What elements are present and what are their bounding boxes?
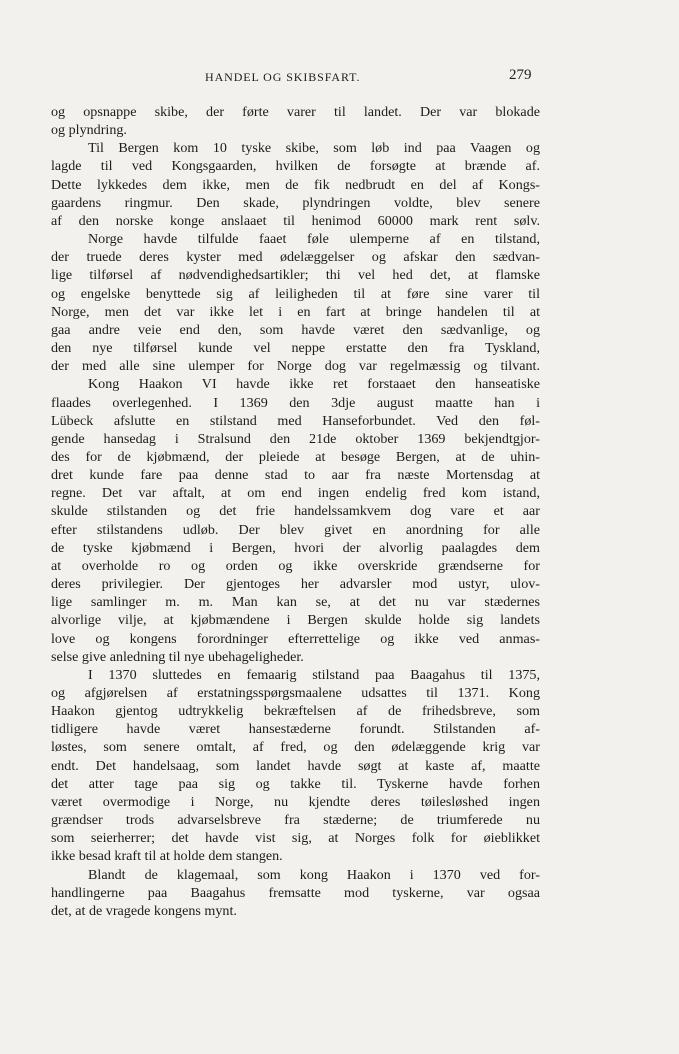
text-line: endt. Det handelsaag, som landet havde søgt at kaste af, maatte — [51, 757, 540, 774]
text-line: Lübeck afslutte en stilstand med Hanseforbundet. Ved den føl- — [51, 412, 540, 429]
text-line: des for de kjøbmænd, der pleiede at besøge Bergen, at de uhin- — [51, 448, 540, 465]
text-line: og plyndring. — [51, 122, 127, 139]
text-line: og afgjørelsen af erstatningsspørgsmaalene udsattes til 1371. Kong — [51, 685, 540, 701]
text-line: løstes, som senere omtalt, af fred, og den ødelæggende krig var — [51, 739, 540, 756]
text-line: tidligere havde været hansestæderne forundt. Stilstanden af- — [51, 721, 540, 738]
paragraph-start-line: Kong Haakon VI havde ikke ret forstaaet den hanseatiske — [88, 376, 540, 393]
text-line: dret kunde fare paa denne stad to aar fra næste Mortensdag at — [51, 467, 540, 484]
text-line: gende hansedag i Stralsund den 21de oktober 1369 bekjendtgjor- — [51, 430, 540, 447]
text-line: efter stilstandens udløb. Der blev givet en anordning for alle — [51, 521, 540, 538]
text-line: og opsnappe skibe, der førte varer til landet. Der var blokade — [51, 104, 540, 120]
text-line: der med alle sine ulemper for Norge dog var regelmæssig og tilvant. — [51, 358, 540, 375]
text-line: det, at de vragede kongens mynt. — [51, 902, 237, 919]
text-line: ikke besad kraft til at holde dem stangen. — [51, 848, 283, 865]
text-line: den nye tilførsel kunde vel neppe erstatte den fra Tyskland, — [51, 340, 540, 357]
text-line: flaades overlegenhed. I 1369 den 3dje august maatte han i — [51, 394, 540, 411]
text-line: de tyske kjøbmænd i Bergen, hvori der alvorlig paalagdes dem — [51, 539, 540, 556]
text-line: af den norske konge anslaaet til henimod 60000 mark rent sølv. — [51, 212, 540, 229]
text-line: grændser trods advarselsbreve fra stæderne; de triumferede nu — [51, 812, 540, 829]
paragraph-start-line: Til Bergen kom 10 tyske skibe, som løb ind paa Vaagen og — [88, 140, 540, 157]
text-line: som seierherrer; det havde vist sig, at Norges folk for øieblikket — [51, 830, 540, 847]
page-number: 279 — [509, 67, 532, 83]
text-line: været overmodige i Norge, nu kjendte deres tøilesløshed ingen — [51, 793, 540, 810]
text-line: Norge, men det var ikke let i en fart at bringe handelen til at — [51, 303, 540, 320]
text-line: alvorlige vilje, at kjøbmændene i Bergen skulde holde sig landets — [51, 612, 540, 629]
text-line: lige samlinger m. m. Man kan se, at det nu var stædernes — [51, 594, 540, 611]
text-line: der truede deres kyster med ødelæggelser og afskar den sædvan- — [51, 249, 540, 266]
text-line: lagde til ved Kongsgaarden, hvilken de forsøgte at brænde af. — [51, 158, 540, 175]
text-line: skulde stilstanden og det frie handelssamkvem dog vare et aar — [51, 503, 540, 520]
text-line: og engelske benyttede sig af leiligheden til at føre sine varer til — [51, 285, 540, 302]
text-line: regne. Det var aftalt, at om end ingen endelig fred kom istand, — [51, 485, 540, 502]
text-line: handlingerne paa Baagahus fremsatte mod tyskerne, var ogsaa — [51, 884, 540, 901]
text-line: love og kongens forordninger efterrettelige og ikke ved anmas- — [51, 630, 540, 647]
body-text — [51, 103, 540, 920]
text-line: Dette lykkedes dem ikke, men de fik nedbrudt en del af Kongs- — [51, 176, 540, 193]
text-line: lige tilførsel af nødvendighedsartikler; thi vel hed det, at flamske — [51, 267, 540, 284]
running-title: HANDEL OG SKIBSFART. — [205, 70, 361, 84]
text-line: at overholde ro og orden og ikke overskride grændserne for — [51, 557, 540, 574]
text-line: selse give anledning til nye ubehageligheder. — [51, 648, 304, 665]
paragraph-start-line: I 1370 sluttedes en femaarig stilstand paa Baagahus til 1375, — [88, 666, 540, 683]
text-line: det atter tage paa sig og takke til. Tyskerne havde forhen — [51, 775, 540, 792]
text-line: gaa andre veie end den, som havde været den sædvanlige, og — [51, 321, 540, 338]
text-line: Haakon gjentog udtrykkelig bekræftelsen af de frihedsbreve, som — [51, 703, 540, 720]
paragraph-start-line: Blandt de klagemaal, som kong Haakon i 1370 ved for- — [88, 866, 540, 883]
text-line: deres privilegier. Der gjentoges her advarsler mod ustyr, ulov- — [51, 576, 540, 593]
paragraph-start-line: Norge havde tilfulde faaet føle ulemperne af en tilstand, — [88, 231, 540, 248]
text-line: gaardens ringmur. Den skade, plyndringen voldte, blev senere — [51, 194, 540, 211]
